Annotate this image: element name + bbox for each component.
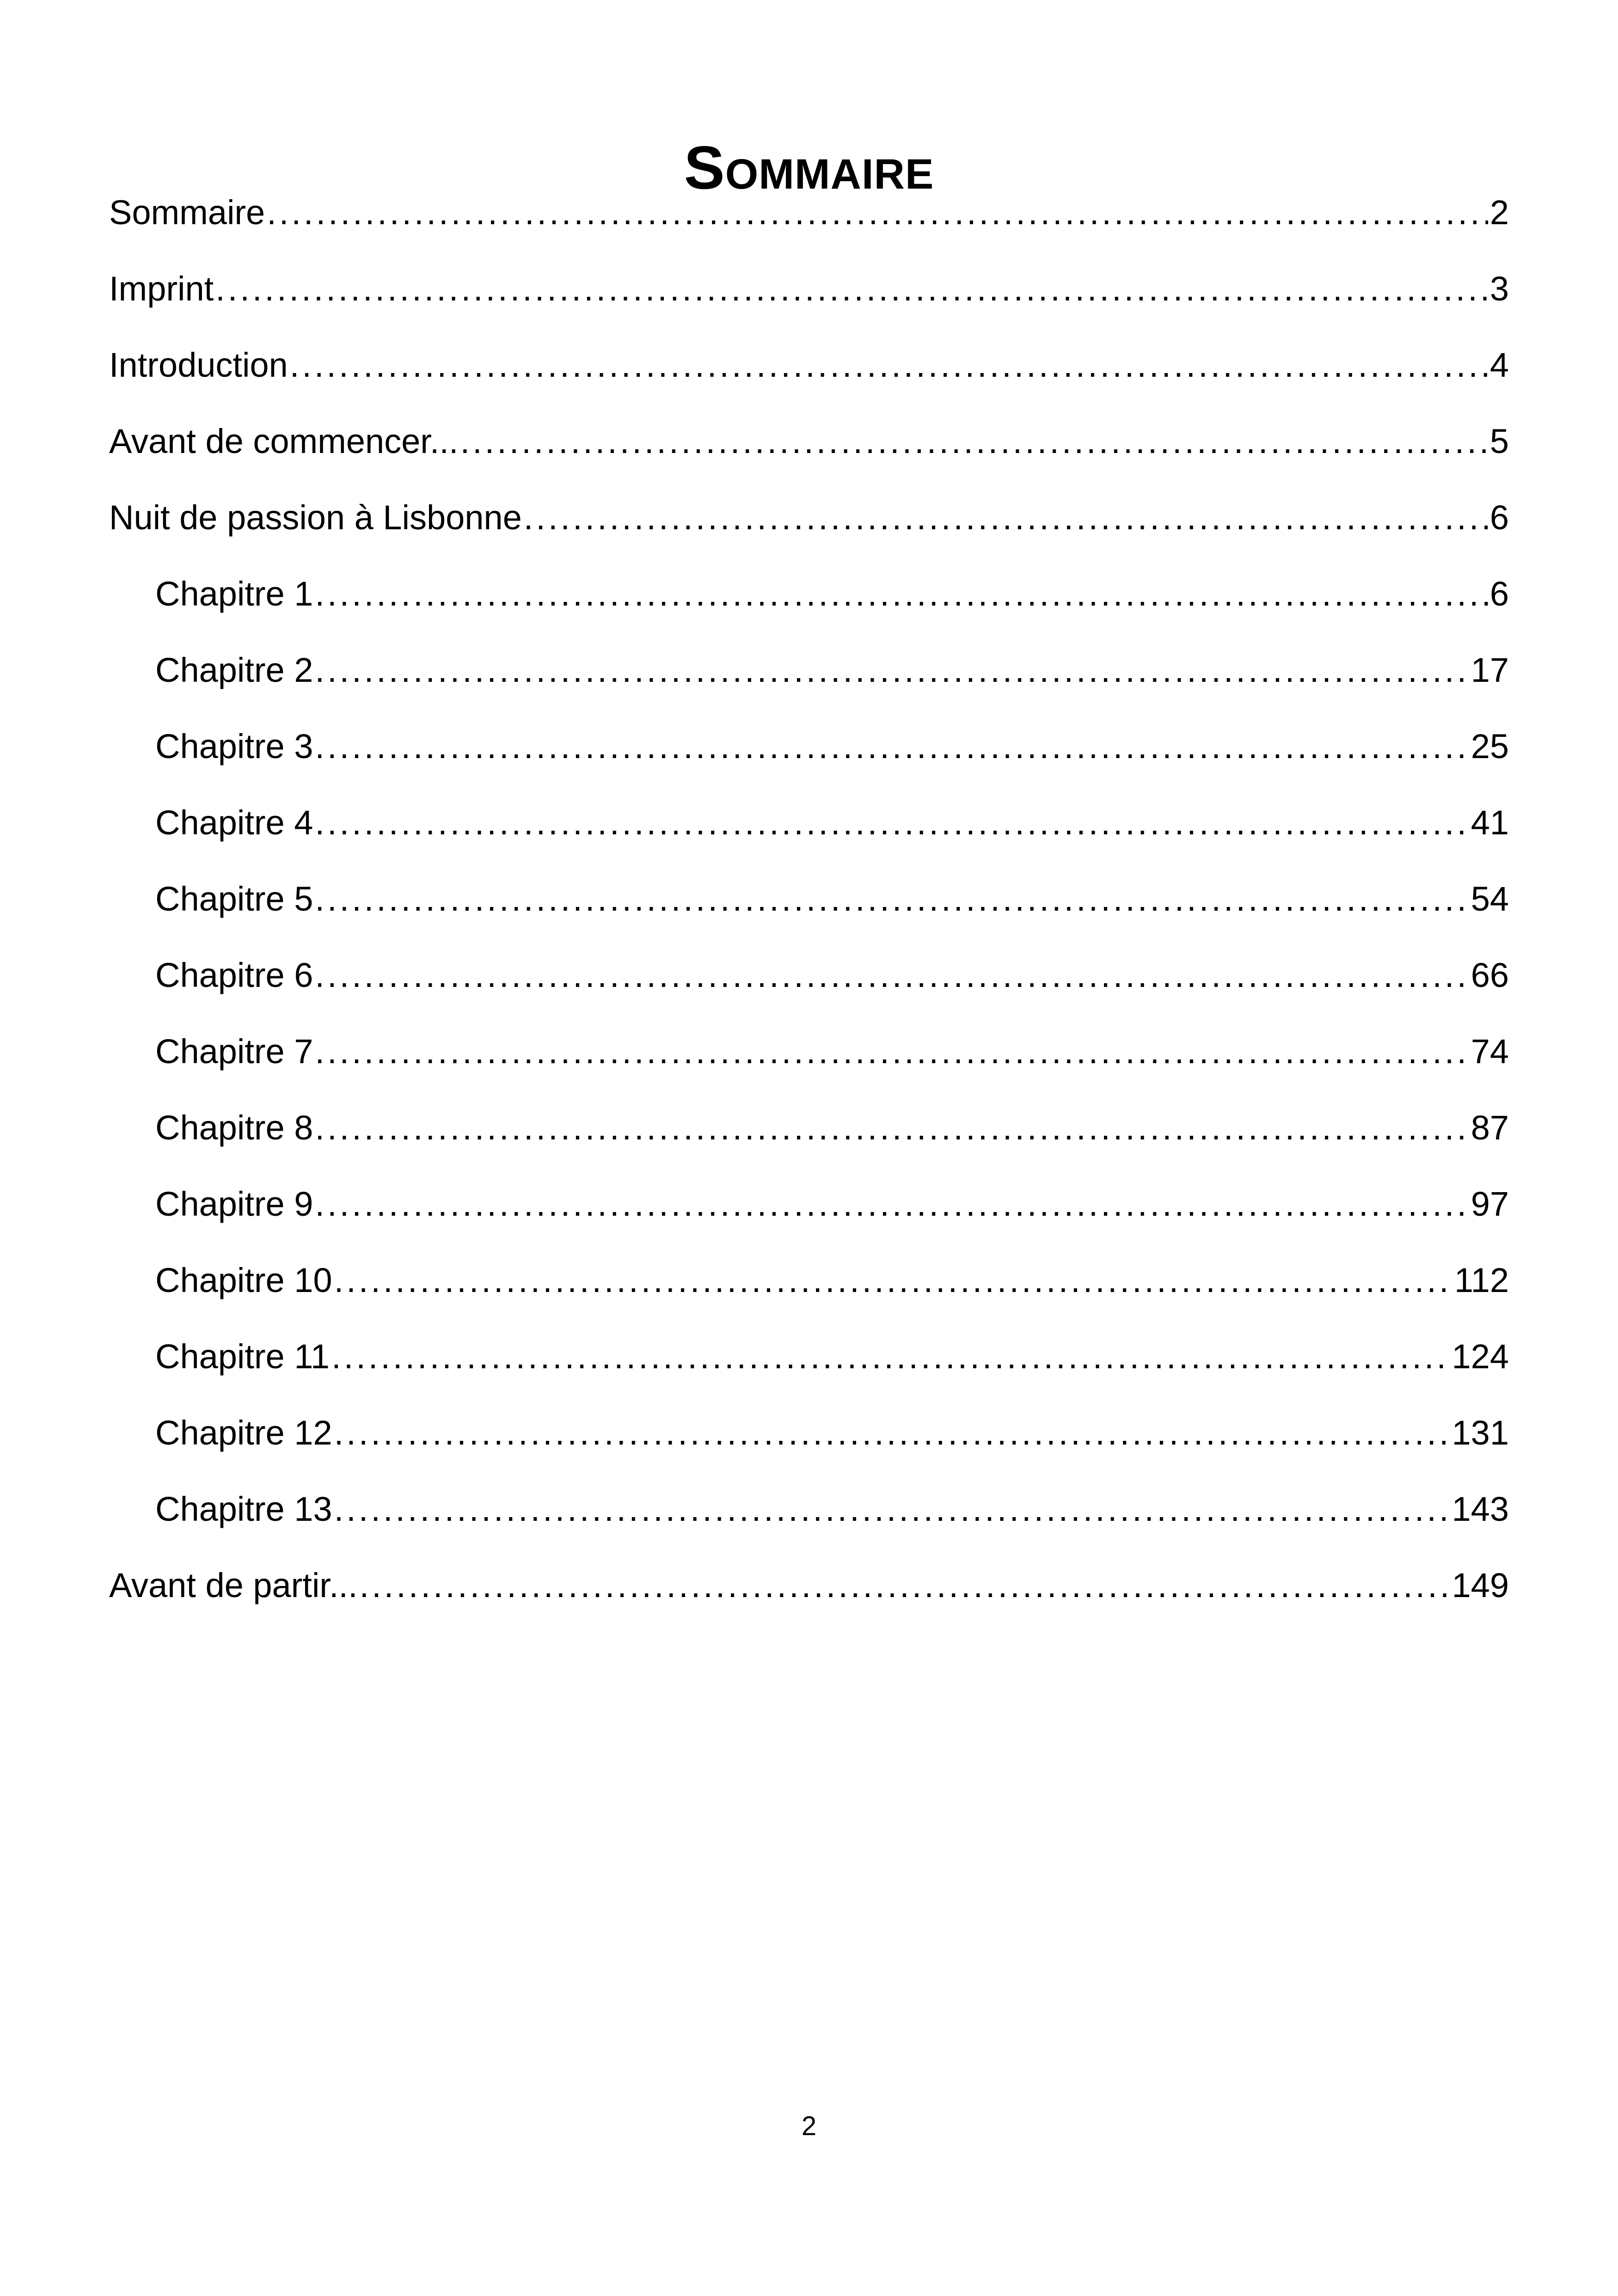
toc-entry[interactable]: [109, 1405, 1509, 1482]
toc-entry-label: Chapitre 8: [155, 1108, 313, 1147]
toc-entry-label: Chapitre 12: [155, 1414, 332, 1452]
toc-entry[interactable]: [109, 719, 1509, 795]
toc-entry[interactable]: [109, 1253, 1509, 1329]
table-of-contents: [109, 185, 1509, 1634]
toc-entry-page: 3: [1489, 269, 1509, 308]
toc-entry-label: Chapitre 10: [155, 1261, 332, 1299]
toc-entry-page: 4: [1489, 346, 1509, 384]
toc-dot-leader: [315, 566, 1488, 622]
toc-entry-label: Chapitre 1: [155, 575, 313, 613]
toc-entry-page: 25: [1471, 727, 1509, 765]
toc-entry-page: 97: [1471, 1185, 1509, 1223]
toc-entry[interactable]: [109, 795, 1509, 871]
toc-entry-label: Chapitre 3: [155, 727, 313, 765]
toc-dot-leader: [334, 1253, 1453, 1308]
toc-entry-label: Chapitre 4: [155, 803, 313, 842]
toc-entry[interactable]: [109, 1558, 1509, 1634]
toc-entry-label: Imprint: [109, 269, 214, 308]
page-title: Sommaire: [684, 134, 934, 202]
toc-dot-leader: [315, 719, 1469, 774]
toc-entry[interactable]: [109, 185, 1509, 261]
toc-entry[interactable]: [109, 948, 1509, 1024]
toc-dot-leader: [460, 414, 1488, 469]
toc-entry[interactable]: [109, 1024, 1509, 1100]
toc-dot-leader: [315, 871, 1469, 927]
toc-entry-label: Chapitre 5: [155, 880, 313, 918]
toc-entry-label: Introduction: [109, 346, 288, 384]
toc-entry[interactable]: [109, 871, 1509, 948]
page-number: 2: [801, 2111, 817, 2141]
toc-dot-leader: [334, 1405, 1450, 1461]
toc-dot-leader: [267, 185, 1488, 240]
toc-entry-label: Avant de commencer...: [109, 422, 459, 460]
toc-entry-page: 5: [1489, 422, 1509, 460]
toc-dot-leader: [315, 1024, 1469, 1079]
toc-entry-page: 74: [1471, 1032, 1509, 1071]
toc-dot-leader: [334, 1482, 1450, 1537]
toc-dot-leader: [524, 490, 1488, 545]
toc-entry-page: 6: [1489, 498, 1509, 537]
toc-entry-page: 124: [1452, 1337, 1509, 1376]
toc-entry-label: Avant de partir...: [109, 1566, 358, 1604]
toc-entry-page: 66: [1471, 956, 1509, 994]
toc-dot-leader: [315, 1176, 1469, 1232]
toc-entry-page: 131: [1452, 1414, 1509, 1452]
toc-entry[interactable]: [109, 414, 1509, 490]
toc-entry[interactable]: [109, 261, 1509, 337]
toc-entry-page: 87: [1471, 1108, 1509, 1147]
toc-entry-page: 149: [1452, 1566, 1509, 1604]
toc-entry-page: 6: [1489, 575, 1509, 613]
toc-dot-leader: [360, 1558, 1450, 1613]
toc-entry-page: 2: [1489, 193, 1509, 232]
toc-entry-label: Chapitre 7: [155, 1032, 313, 1071]
toc-dot-leader: [315, 643, 1469, 698]
toc-entry-label: Chapitre 2: [155, 651, 313, 689]
toc-dot-leader: [331, 1329, 1450, 1384]
toc-entry[interactable]: [109, 566, 1509, 643]
toc-dot-leader: [215, 261, 1488, 317]
toc-entry[interactable]: [109, 643, 1509, 719]
toc-entry-page: 112: [1454, 1261, 1509, 1299]
toc-dot-leader: [290, 337, 1488, 393]
toc-entry-page: 41: [1471, 803, 1509, 842]
toc-dot-leader: [315, 948, 1469, 1003]
toc-entry[interactable]: [109, 1176, 1509, 1253]
toc-dot-leader: [315, 1100, 1469, 1156]
toc-entry[interactable]: [109, 1482, 1509, 1558]
toc-entry[interactable]: [109, 490, 1509, 566]
toc-entry-page: 17: [1471, 651, 1509, 689]
toc-entry-label: Nuit de passion à Lisbonne: [109, 498, 522, 537]
toc-entry[interactable]: [109, 1329, 1509, 1405]
toc-dot-leader: [315, 795, 1469, 851]
toc-entry-label: Chapitre 6: [155, 956, 313, 994]
toc-entry[interactable]: [109, 337, 1509, 414]
toc-entry[interactable]: [109, 1100, 1509, 1176]
toc-entry-page: 54: [1471, 880, 1509, 918]
toc-entry-label: Chapitre 13: [155, 1490, 332, 1528]
toc-entry-label: Chapitre 9: [155, 1185, 313, 1223]
toc-entry-label: Chapitre 11: [155, 1337, 330, 1376]
toc-entry-label: Sommaire: [109, 193, 265, 232]
toc-entry-page: 143: [1452, 1490, 1509, 1528]
